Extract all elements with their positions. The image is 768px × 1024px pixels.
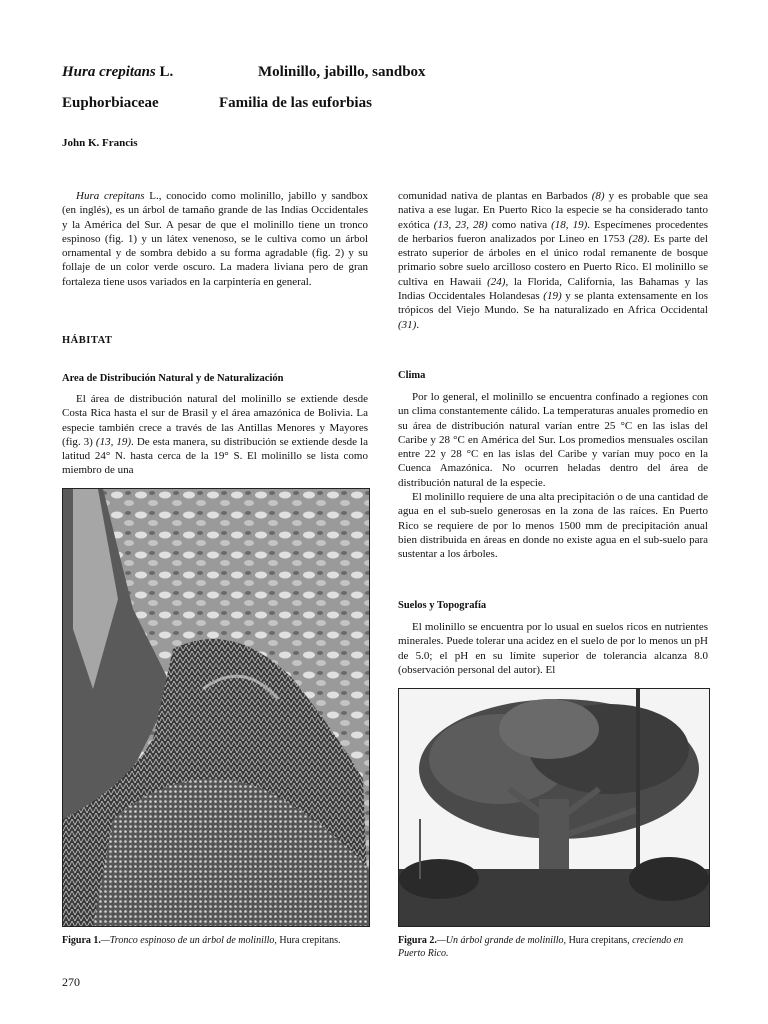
intro-paragraph: Hura crepitans L., conocido como molinillo, jabillo y sandbox (en inglés), es un árbol de tamaño grande de las Indias Occidentales y la América del Sur. A pesar de que el molinillo tiene un tronco espinoso (fig. 1) y un látex venenoso, se le cultiva como un árbol ornamental y de sombra debido a su forma agradable (fig. 2) y su follaje de un color verde oscuro. La madera liviana pero de gran fortaleza tiene usos variados en la carpintería en general. [62, 190, 368, 288]
suelos-paragraph: El molinillo se encuentra por lo usual en suelos ricos en nutrientes minerales. Puede tolerar una acidez en el suelo de por lo menos un pH de 5.0; el pH en su límite superior de tolerancia alcanza 8.0 (observación personal del autor). El [398, 621, 708, 676]
species-title: Hura crepitans L. [62, 64, 174, 80]
suelos-heading: Suelos y Topografía [398, 600, 487, 611]
range-paragraph: El área de distribución natural del molinillo se extiende desde Costa Rica hasta el sur de Brasil y el área amazónica de Bolivia. La especie también crece a través de las Antillas Menores y Mayores (fig. 3) (13, 19). De esta manera, su distribución se extiende desde la latitud 24° N. hasta cerca de la 19° S. El molinillo se lista como miembro de una [62, 393, 368, 477]
figure-2-caption: Figura 2.—Un árbol grande de molinillo, Hura crepitans, creciendo en Puerto Rico. [398, 935, 684, 959]
range-heading: Area de Distribución Natural y de Naturalización [62, 373, 284, 384]
habitat-heading: HÁBITAT [62, 335, 113, 346]
family-name-es: Familia de las euforbias [219, 95, 372, 111]
author-name: John K. Francis [62, 137, 138, 149]
page-number: 270 [62, 975, 80, 989]
figure-1-image [62, 488, 370, 927]
clima-heading: Clima [398, 370, 426, 381]
figure-2-image [398, 688, 710, 927]
figure-1-caption: Figura 1.—Tronco espinoso de un árbol de molinillo, Hura crepitans. [62, 935, 341, 946]
clima-paragraphs: Por lo general, el molinillo se encuentra confinado a regiones con un clima constantemente cálido. La temperaturas anuales promedio en su área de distribución natural varían entre 25 °C en las islas del Caribe y 28 °C en América del Sur. Los promedios mensuales oscilan entre 22 y 28 °C en las islas del Caribe y varían muy poco en la Cuenca Amazónica. No ocurren heladas dentro del área de distribución natural de la especie. El molinillo requiere de una alta precipitación o de una cantidad de agua en el sub-suelo generosas en la zona de las raíces. En Puerto Rico se requiere de por lo menos 1500 mm de precipitación anual bien distribuida en áreas en donde no existe agua en el sub-suelo para sustentar a los árboles. [398, 391, 708, 561]
range-paragraph-continued: comunidad nativa de plantas en Barbados (8) y es probable que sea nativa a ese lugar. En Puerto Rico la especie se ha considerado tanto exótica (13, 23, 28) como nativa (18, 19). Especímenes procedentes de herbarios fueron analizados por Lineo en 1753 (28). Es parte del estrato superior de árboles en el único rodal remanente de bosque primario sobre suelo arcilloso costero en Puerto Rico. El molinillo se cultiva en Hawaii (24), la Florida, California, las Bahamas y las Indias Occidentales Holandesas (19) y se planta extensamente en los trópicos del Viejo Mundo. Se ha naturalizado en Africa Occidental (31). [398, 190, 709, 331]
family-name: Euphorbiaceae [62, 95, 159, 111]
common-names: Molinillo, jabillo, sandbox [258, 64, 426, 80]
